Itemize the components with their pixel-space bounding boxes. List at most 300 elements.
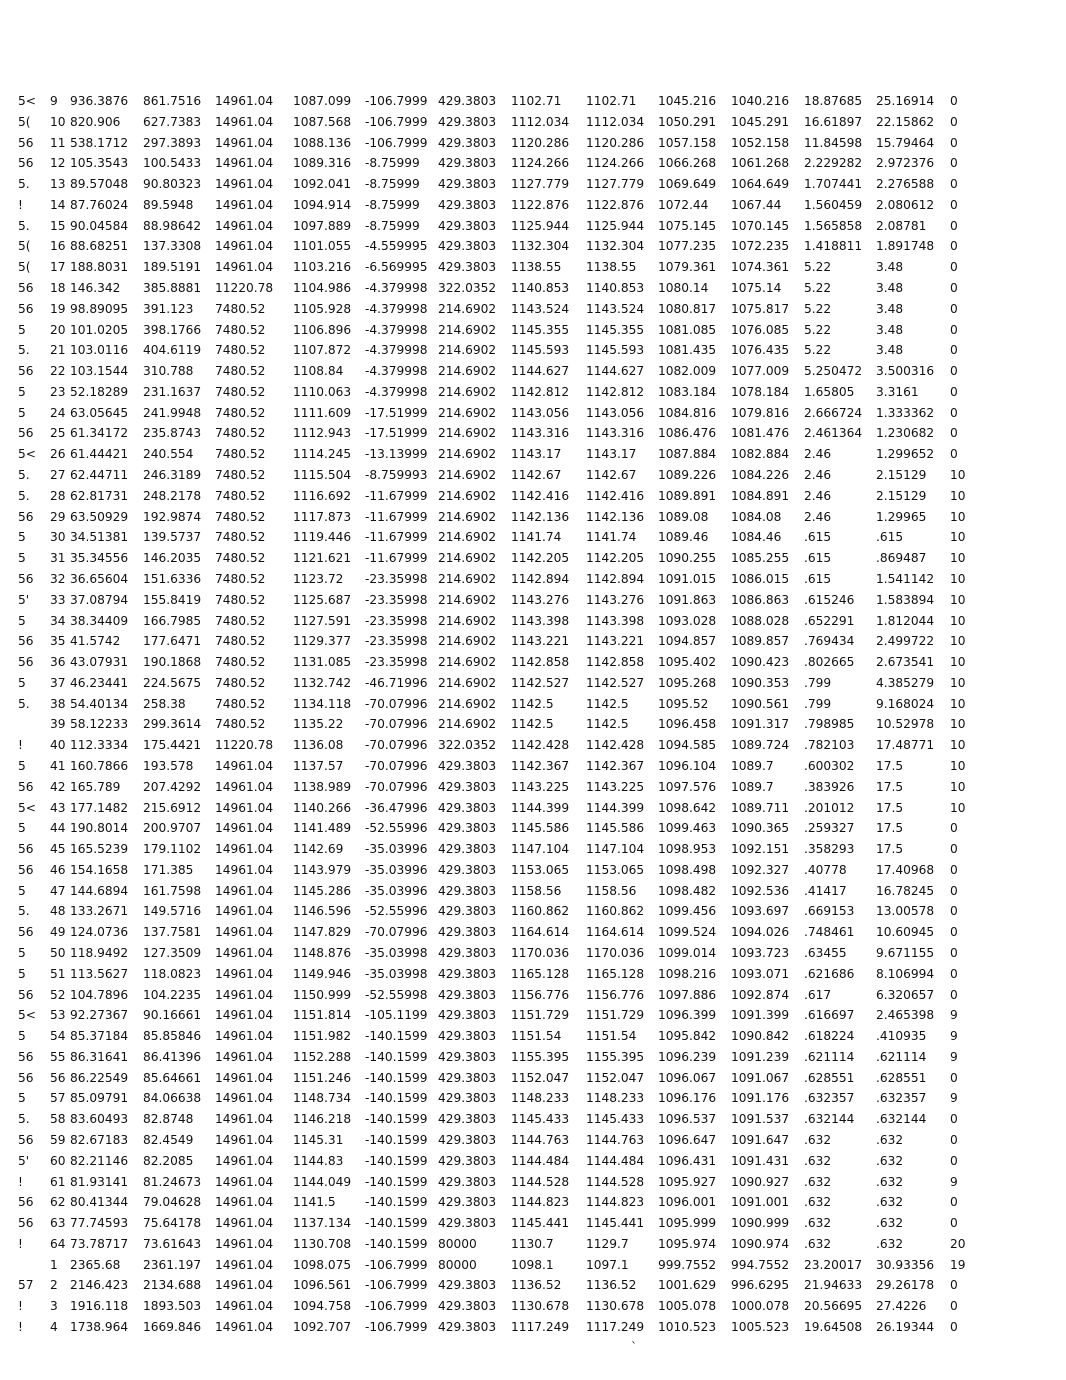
- table-cell: .632357: [804, 1091, 855, 1106]
- table-cell: 79.04628: [143, 1195, 202, 1210]
- table-cell: 0: [950, 384, 958, 399]
- table-cell: 1091.431: [731, 1153, 790, 1168]
- table-cell: 429.3803: [438, 1112, 497, 1127]
- table-cell: -70.07996: [365, 925, 428, 940]
- table-cell: 1142.416: [586, 488, 645, 503]
- row-index: 28: [50, 488, 66, 503]
- table-cell: 2361.197: [143, 1257, 202, 1272]
- table-cell: 1084.816: [658, 405, 717, 420]
- table-cell: 14961.04: [215, 1257, 274, 1272]
- table-cell: 1089.08: [658, 509, 709, 524]
- table-cell: 1093.071: [731, 966, 790, 981]
- table-cell: 10: [950, 800, 966, 815]
- table-cell: 999.7552: [658, 1257, 717, 1272]
- table-cell: 1121.621: [293, 551, 352, 566]
- table-cell: 1092.151: [731, 842, 790, 857]
- table-cell: .628551: [876, 1070, 927, 1085]
- table-cell: 1091.239: [731, 1049, 790, 1064]
- table-cell: 4.385279: [876, 675, 935, 690]
- margin-mark: 56: [18, 987, 34, 1002]
- table-cell: 7480.52: [215, 468, 266, 483]
- table-cell: 214.6902: [438, 571, 497, 586]
- table-cell: 1067.44: [731, 197, 782, 212]
- table-cell: 2.46: [804, 488, 832, 503]
- table-cell: 0: [950, 1133, 958, 1147]
- table-cell: -4.559995: [365, 239, 428, 254]
- table-cell: 1098.642: [658, 800, 717, 815]
- table-cell: 2134.688: [143, 1278, 202, 1293]
- table-cell: 820.906: [70, 114, 121, 129]
- table-cell: 1.707441: [804, 177, 863, 192]
- row-index: 24: [50, 405, 66, 420]
- margin-mark: 5: [18, 322, 26, 337]
- table-cell: 1117.249: [586, 1320, 645, 1335]
- row-index: 30: [50, 530, 66, 545]
- table-cell: 19.64508: [804, 1320, 863, 1335]
- table-cell: -106.7999: [365, 135, 428, 150]
- table-cell: 1093.697: [731, 904, 790, 919]
- table-cell: 149.5716: [143, 904, 202, 919]
- table-cell: 7480.52: [215, 509, 266, 524]
- table-cell: 1916.118: [70, 1299, 129, 1314]
- table-cell: 1096.399: [658, 1008, 717, 1023]
- table-cell: 429.3803: [438, 239, 497, 254]
- table-cell: 1084.46: [731, 530, 782, 545]
- table-cell: 1127.591: [293, 613, 352, 628]
- table-cell: -140.1599: [365, 1091, 428, 1106]
- table-cell: 14961.04: [215, 842, 274, 857]
- table-cell: 429.3803: [438, 1278, 497, 1293]
- table-cell: 1095.402: [658, 655, 717, 670]
- table-cell: 7480.52: [215, 530, 266, 545]
- table-cell: 1106.896: [293, 322, 352, 337]
- table-cell: .632: [876, 1153, 904, 1168]
- table-cell: 1091.647: [731, 1133, 790, 1147]
- table-cell: 1142.858: [586, 655, 645, 670]
- table-cell: .621114: [804, 1049, 855, 1064]
- table-cell: 1142.894: [511, 571, 570, 586]
- margin-mark: 5: [18, 1029, 26, 1044]
- table-cell: 1089.46: [658, 530, 709, 545]
- table-cell: 391.123: [143, 301, 194, 316]
- table-cell: .632357: [876, 1091, 927, 1106]
- table-cell: 1144.484: [511, 1153, 570, 1168]
- table-cell: 89.57048: [70, 177, 129, 192]
- table-cell: 137.7581: [143, 925, 202, 940]
- table-cell: -4.379998: [365, 281, 428, 296]
- table-cell: 1143.056: [511, 405, 570, 420]
- row-index: 17: [50, 260, 66, 275]
- table-cell: 214.6902: [438, 405, 497, 420]
- table-cell: -140.1599: [365, 1070, 428, 1085]
- table-cell: 1140.266: [293, 800, 352, 815]
- table-cell: 1091.399: [731, 1008, 790, 1023]
- table-cell: .632: [876, 1133, 904, 1147]
- table-cell: 0: [950, 1195, 958, 1210]
- table-cell: 20.56695: [804, 1299, 863, 1314]
- table-cell: 88.68251: [70, 239, 129, 254]
- table-cell: 2.46: [804, 509, 832, 524]
- table-cell: 1117.249: [511, 1320, 570, 1335]
- table-cell: 7480.52: [215, 488, 266, 503]
- table-cell: 1142.5: [511, 696, 554, 711]
- table-cell: 7480.52: [215, 343, 266, 358]
- table-cell: 214.6902: [438, 613, 497, 628]
- table-cell: 214.6902: [438, 696, 497, 711]
- table-cell: 0: [950, 1299, 958, 1314]
- table-cell: 80000: [438, 1257, 477, 1272]
- table-cell: 14961.04: [215, 779, 274, 794]
- table-cell: .769434: [804, 634, 855, 649]
- table-cell: 7480.52: [215, 384, 266, 399]
- table-cell: 7480.52: [215, 696, 266, 711]
- table-cell: 1145.441: [586, 1216, 645, 1231]
- row-index: 13: [50, 177, 66, 192]
- table-cell: 14961.04: [215, 1236, 274, 1251]
- table-cell: .615246: [804, 592, 855, 607]
- table-cell: 43.07931: [70, 655, 129, 670]
- table-cell: 1152.047: [586, 1070, 645, 1085]
- margin-mark: 56: [18, 301, 34, 316]
- table-cell: -8.759993: [365, 468, 428, 483]
- table-cell: 86.31641: [70, 1049, 129, 1064]
- table-cell: 1145.441: [511, 1216, 570, 1231]
- table-cell: 1140.853: [586, 281, 645, 296]
- table-cell: 1134.118: [293, 696, 352, 711]
- table-cell: .869487: [876, 551, 927, 566]
- table-cell: 1164.614: [511, 925, 570, 940]
- table-cell: 1112.034: [511, 114, 570, 129]
- table-cell: 1138.55: [586, 260, 637, 275]
- table-cell: 41.5742: [70, 634, 121, 649]
- table-cell: 1669.846: [143, 1320, 202, 1335]
- margin-mark: 5: [18, 613, 26, 628]
- table-cell: 1144.627: [511, 364, 570, 379]
- table-cell: 166.7985: [143, 613, 202, 628]
- table-cell: 1103.216: [293, 260, 352, 275]
- table-cell: 429.3803: [438, 862, 497, 877]
- table-cell: 1.583894: [876, 592, 935, 607]
- table-cell: 398.1766: [143, 322, 202, 337]
- table-cell: 21.94633: [804, 1278, 863, 1293]
- table-cell: 1061.268: [731, 156, 790, 171]
- table-cell: 10: [950, 779, 966, 794]
- table-cell: 14961.04: [215, 904, 274, 919]
- table-cell: 1085.255: [731, 551, 790, 566]
- table-cell: .799: [804, 675, 832, 690]
- table-cell: 1095.842: [658, 1029, 717, 1044]
- table-cell: 1130.678: [586, 1299, 645, 1314]
- row-index: 59: [50, 1133, 66, 1147]
- table-cell: -106.7999: [365, 1257, 428, 1272]
- row-index: 36: [50, 655, 66, 670]
- table-cell: 1.891748: [876, 239, 935, 254]
- table-cell: 82.21146: [70, 1153, 129, 1168]
- table-cell: 1120.286: [586, 135, 645, 150]
- table-cell: 7480.52: [215, 717, 266, 732]
- table-cell: 14961.04: [215, 987, 274, 1002]
- table-cell: .798985: [804, 717, 855, 732]
- table-cell: 1144.049: [293, 1174, 352, 1189]
- table-cell: 0: [950, 1153, 958, 1168]
- table-cell: 1086.476: [658, 426, 717, 441]
- table-cell: .669153: [804, 904, 855, 919]
- table-cell: .617: [804, 987, 832, 1002]
- margin-mark: 56: [18, 1133, 34, 1147]
- table-cell: 1083.184: [658, 384, 717, 399]
- table-cell: 1145.433: [511, 1112, 570, 1127]
- table-cell: 1145.31: [293, 1133, 344, 1147]
- table-cell: 1146.596: [293, 904, 352, 919]
- table-cell: 17.5: [876, 800, 904, 815]
- table-cell: 1142.67: [511, 468, 562, 483]
- margin-mark: 5.: [18, 468, 30, 483]
- table-cell: 137.3308: [143, 239, 202, 254]
- table-cell: 1095.974: [658, 1236, 717, 1251]
- table-cell: 224.5675: [143, 675, 202, 690]
- margin-mark: 5.: [18, 1112, 30, 1127]
- table-cell: 1143.276: [586, 592, 645, 607]
- table-cell: 2.229282: [804, 156, 863, 171]
- table-cell: -35.03996: [365, 862, 428, 877]
- table-cell: 214.6902: [438, 343, 497, 358]
- table-cell: 1144.763: [511, 1133, 570, 1147]
- row-index: 44: [50, 821, 66, 836]
- table-cell: 429.3803: [438, 800, 497, 815]
- row-index: 48: [50, 904, 66, 919]
- table-cell: 214.6902: [438, 301, 497, 316]
- table-cell: 627.7383: [143, 114, 202, 129]
- table-cell: 1145.586: [586, 821, 645, 836]
- table-cell: 1086.015: [731, 571, 790, 586]
- table-cell: 82.4549: [143, 1133, 194, 1147]
- table-cell: 429.3803: [438, 945, 497, 960]
- table-cell: 1111.609: [293, 405, 352, 420]
- table-cell: 1145.586: [511, 821, 570, 836]
- table-cell: 231.1637: [143, 384, 202, 399]
- table-cell: 144.6894: [70, 883, 129, 898]
- table-cell: 1151.982: [293, 1029, 352, 1044]
- table-cell: 124.0736: [70, 925, 129, 940]
- table-cell: 3.3161: [876, 384, 919, 399]
- table-cell: 214.6902: [438, 675, 497, 690]
- table-cell: 14961.04: [215, 156, 274, 171]
- table-cell: 1153.065: [586, 862, 645, 877]
- table-cell: 1142.894: [586, 571, 645, 586]
- table-cell: 1074.361: [731, 260, 790, 275]
- margin-mark: 5.: [18, 218, 30, 233]
- table-cell: 1084.891: [731, 488, 790, 503]
- table-cell: 429.3803: [438, 94, 497, 108]
- table-cell: 1124.266: [511, 156, 570, 171]
- table-cell: -140.1599: [365, 1195, 428, 1210]
- table-cell: 7480.52: [215, 447, 266, 462]
- table-cell: 14961.04: [215, 1091, 274, 1106]
- table-cell: 84.06638: [143, 1091, 202, 1106]
- table-cell: 299.3614: [143, 717, 202, 732]
- table-cell: 10: [950, 634, 966, 649]
- table-cell: 9: [950, 1174, 958, 1189]
- table-cell: 1005.523: [731, 1320, 790, 1335]
- table-cell: .621686: [804, 966, 855, 981]
- table-cell: 1000.078: [731, 1299, 790, 1314]
- table-cell: 1143.524: [511, 301, 570, 316]
- table-cell: .632: [804, 1216, 832, 1231]
- margin-mark: 5.: [18, 904, 30, 919]
- table-cell: 1144.528: [511, 1174, 570, 1189]
- table-cell: 1148.876: [293, 945, 352, 960]
- table-cell: 0: [950, 405, 958, 420]
- row-index: 47: [50, 883, 66, 898]
- table-cell: 83.60493: [70, 1112, 129, 1127]
- table-cell: 1145.433: [586, 1112, 645, 1127]
- table-cell: 2146.423: [70, 1278, 129, 1293]
- table-cell: 0: [950, 447, 958, 462]
- table-cell: .632: [804, 1153, 832, 1168]
- table-cell: 5.22: [804, 322, 832, 337]
- table-cell: 19: [950, 1257, 966, 1272]
- table-cell: 1130.708: [293, 1236, 352, 1251]
- table-cell: 0: [950, 239, 958, 254]
- table-cell: 429.3803: [438, 177, 497, 192]
- table-cell: 1124.266: [586, 156, 645, 171]
- table-cell: 1076.085: [731, 322, 790, 337]
- table-cell: .41417: [804, 883, 847, 898]
- table-cell: 0: [950, 301, 958, 316]
- row-index: 51: [50, 966, 66, 981]
- table-cell: 3.500316: [876, 364, 935, 379]
- table-cell: -17.51999: [365, 405, 428, 420]
- table-cell: 1099.463: [658, 821, 717, 836]
- table-cell: 17.48771: [876, 738, 935, 753]
- table-cell: .358293: [804, 842, 855, 857]
- table-cell: 25.16914: [876, 94, 935, 108]
- table-cell: 1094.914: [293, 197, 352, 212]
- table-cell: 0: [950, 281, 958, 296]
- table-cell: 37.08794: [70, 592, 129, 607]
- table-cell: .802665: [804, 655, 855, 670]
- table-cell: 1057.158: [658, 135, 717, 150]
- table-cell: 1147.829: [293, 925, 352, 940]
- row-index: 9: [50, 94, 58, 108]
- table-cell: 177.1482: [70, 800, 129, 815]
- table-cell: 1116.692: [293, 488, 352, 503]
- row-index: 35: [50, 634, 66, 649]
- table-cell: 1069.649: [658, 177, 717, 192]
- table-cell: .632144: [876, 1112, 927, 1127]
- table-cell: 1066.268: [658, 156, 717, 171]
- table-cell: 1080.14: [658, 281, 709, 296]
- table-cell: -70.07996: [365, 758, 428, 773]
- table-cell: 62.81731: [70, 488, 129, 503]
- table-cell: 58.12233: [70, 717, 129, 732]
- table-cell: 14961.04: [215, 135, 274, 150]
- table-cell: 429.3803: [438, 135, 497, 150]
- table-cell: 1144.399: [511, 800, 570, 815]
- table-cell: 1079.816: [731, 405, 790, 420]
- table-cell: 104.7896: [70, 987, 129, 1002]
- table-cell: 1142.416: [511, 488, 570, 503]
- table-cell: 1142.205: [511, 551, 570, 566]
- table-cell: 1092.327: [731, 862, 790, 877]
- table-cell: 1137.57: [293, 758, 344, 773]
- margin-mark: 5: [18, 821, 26, 836]
- table-cell: 73.78717: [70, 1236, 129, 1251]
- row-index: 11: [50, 135, 66, 150]
- table-cell: 1091.001: [731, 1195, 790, 1210]
- table-cell: 1143.524: [586, 301, 645, 316]
- table-cell: 429.3803: [438, 1133, 497, 1147]
- table-cell: 17.5: [876, 821, 904, 836]
- table-cell: 165.5239: [70, 842, 129, 857]
- table-cell: 1143.398: [511, 613, 570, 628]
- row-index: 52: [50, 987, 66, 1002]
- table-cell: -11.67999: [365, 509, 428, 524]
- table-cell: 214.6902: [438, 468, 497, 483]
- table-cell: -140.1599: [365, 1174, 428, 1189]
- table-cell: 1142.5: [586, 696, 629, 711]
- table-cell: 14961.04: [215, 821, 274, 836]
- table-cell: 1127.779: [586, 177, 645, 192]
- table-cell: 20: [950, 1236, 966, 1251]
- table-cell: 1050.291: [658, 114, 717, 129]
- table-cell: 17.5: [876, 779, 904, 794]
- table-cell: 1141.489: [293, 821, 352, 836]
- table-cell: 246.3189: [143, 468, 202, 483]
- table-cell: 14961.04: [215, 1008, 274, 1023]
- row-index: 61: [50, 1174, 66, 1189]
- row-index: 64: [50, 1236, 66, 1251]
- table-cell: 1095.268: [658, 675, 717, 690]
- table-cell: 179.1102: [143, 842, 202, 857]
- table-cell: 104.2235: [143, 987, 202, 1002]
- margin-mark: 5.: [18, 177, 30, 192]
- table-cell: 1144.823: [511, 1195, 570, 1210]
- margin-mark: !: [18, 1236, 23, 1251]
- table-cell: 1155.395: [586, 1049, 645, 1064]
- table-cell: 429.3803: [438, 1195, 497, 1210]
- table-cell: 1141.74: [586, 530, 637, 545]
- table-cell: 2.673541: [876, 655, 935, 670]
- table-cell: 23.20017: [804, 1257, 863, 1272]
- table-cell: 861.7516: [143, 94, 202, 108]
- margin-mark: 5(: [18, 114, 31, 129]
- row-index: 25: [50, 426, 66, 441]
- table-cell: 1138.55: [511, 260, 562, 275]
- table-cell: 1001.629: [658, 1278, 717, 1293]
- table-cell: 429.3803: [438, 1070, 497, 1085]
- table-cell: 1151.54: [511, 1029, 562, 1044]
- table-cell: 258.38: [143, 696, 186, 711]
- table-cell: 1151.246: [293, 1070, 352, 1085]
- table-cell: 1082.009: [658, 364, 717, 379]
- table-cell: .632: [876, 1216, 904, 1231]
- table-cell: -6.569995: [365, 260, 428, 275]
- table-cell: 0: [950, 135, 958, 150]
- table-cell: 5.250472: [804, 364, 863, 379]
- table-cell: 0: [950, 925, 958, 940]
- table-cell: 936.3876: [70, 94, 129, 108]
- table-cell: -23.35998: [365, 613, 428, 628]
- table-cell: 1122.876: [511, 197, 570, 212]
- margin-mark: 5: [18, 966, 26, 981]
- table-cell: -140.1599: [365, 1112, 428, 1127]
- table-cell: 1091.176: [731, 1091, 790, 1106]
- table-cell: .799: [804, 696, 832, 711]
- table-cell: 1075.145: [658, 218, 717, 233]
- table-cell: .632: [876, 1174, 904, 1189]
- table-cell: -4.379998: [365, 364, 428, 379]
